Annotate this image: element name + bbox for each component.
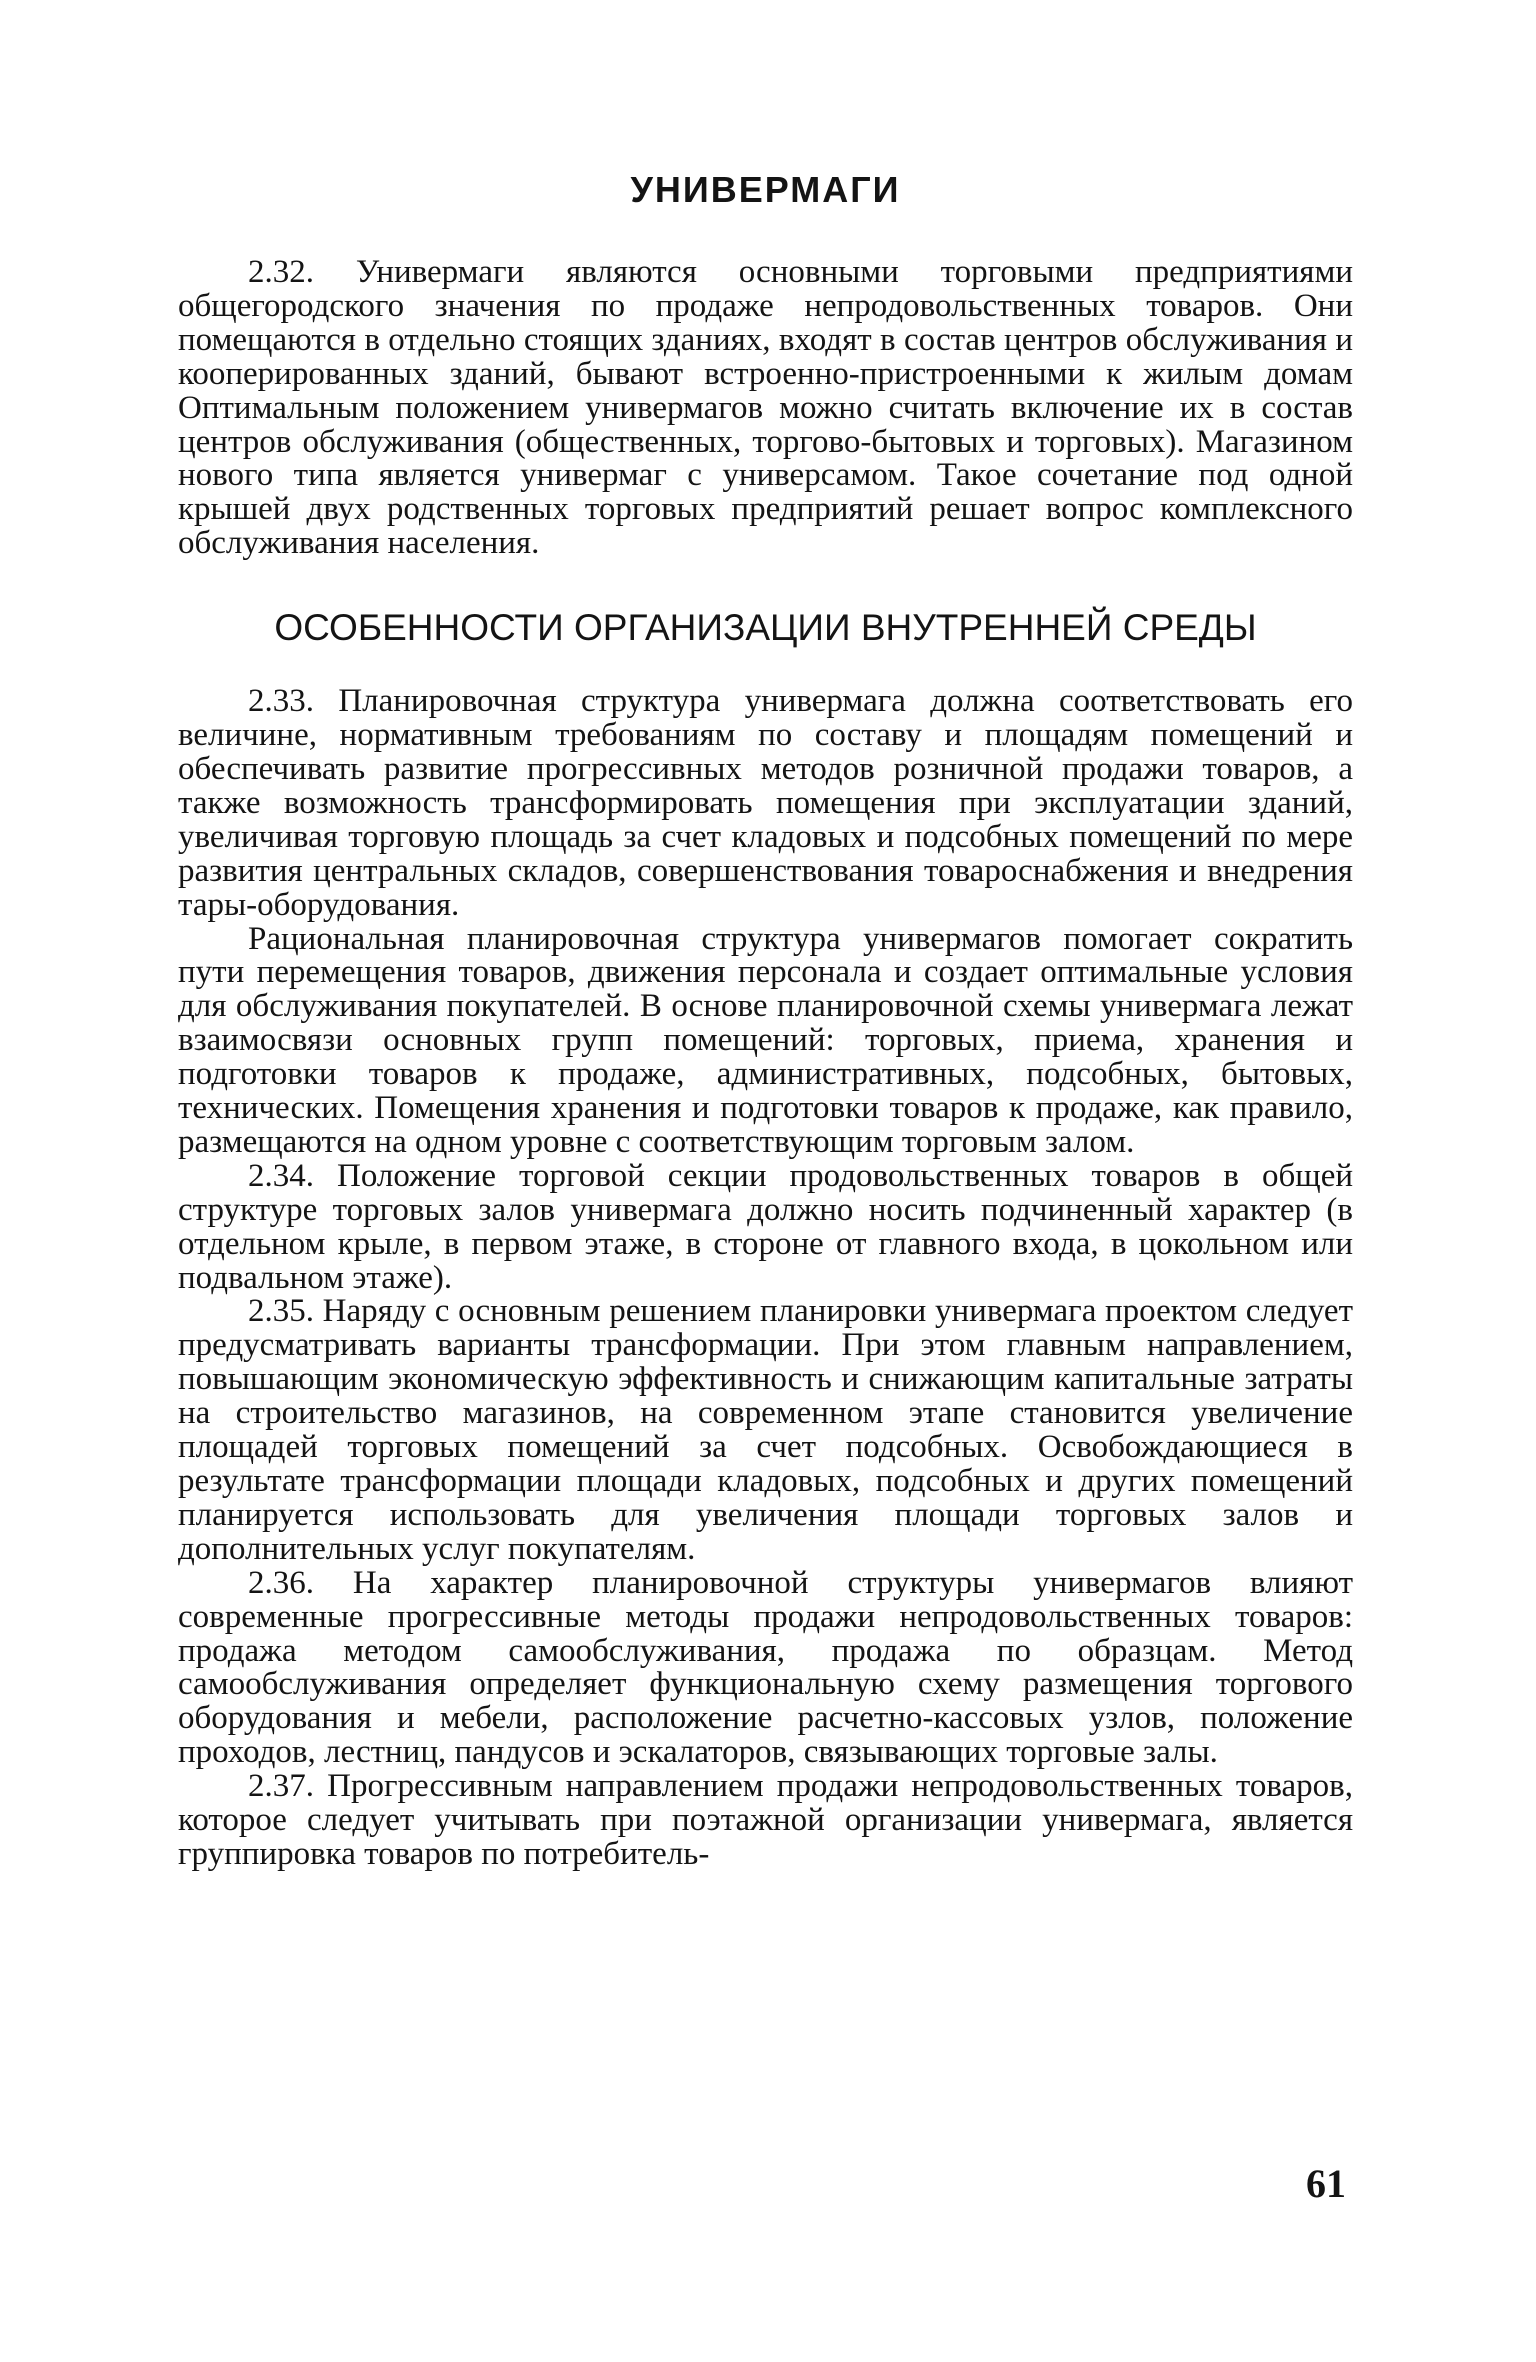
paragraph-2-33: 2.33. Планировочная структура универмага должна соответствовать его величине, нормативным требованиям по составу и площадям помещений и обеспечивать развитие прогрессивных методов розничной продажи товаров, а также возможность трансформировать помещения при эксплуатации зданий, увеличивая торговую площадь за счет кладовых и подсобных помещений по мере развития центральных складов, совершенствования товароснабжения и внедрения тары-оборудования. bbox=[178, 683, 1353, 923]
paragraph-2-37: 2.37. Прогрессивным направлением продажи непродовольственных товаров, которое следует учитывать при поэтажной организации универмага, является группировка товаров по потребитель- bbox=[178, 1768, 1353, 1872]
paragraph-2-36: 2.36. На характер планировочной структуры универмагов влияют современные прогрессивные методы продажи непродовольственных товаров: продажа методом самообслуживания, продажа по образцам. Метод самообслуживания определяет функциональную схему размещения торгового оборудования и мебели, расположение расчетно-кассовых узлов, положение проходов, лестниц, пандусов и эскалаторов, связывающих торговые залы. bbox=[178, 1564, 1353, 1771]
page-body bbox=[178, 150, 1353, 1872]
section-title: ОСОБЕННОСТИ ОРГАНИЗАЦИИ ВНУТРЕННЕЙ СРЕДЫ bbox=[274, 607, 1257, 649]
paragraph-2-35: 2.35. Наряду с основным решением планировки универмага проектом следует предусматривать варианты трансформации. При этом главным направлением, повышающим экономическую эффективность и снижающим капитальные затраты на строительство магазинов, на современном этапе становится увеличение площадей торговых помещений за счет подсобных. Освобождающиеся в результате трансформации площади кладовых, подсобных и других помещений планируется использовать для увеличения площади торговых залов и дополнительных услуг покупателям. bbox=[178, 1293, 1353, 1567]
chapter-title: УНИВЕРМАГИ bbox=[630, 169, 901, 210]
paragraph-2-34: 2.34. Положение торговой секции продовольственных товаров в общей структуре торговых залов универмага должно носить подчиненный характер (в отдельном крыле, в первом этаже, в стороне от главного входа, в цокольном или подвальном этаже). bbox=[178, 1157, 1353, 1296]
paragraph-2-32: 2.32. Универмаги являются основными торговыми предприятиями общегородского значения по продаже непродовольственных товаров. Они помещаются в отдельно стоящих зданиях, входят в состав центров обслуживания и кооперированных зданий, бывают встроенно-пристроенными к жилым домам Оптимальным положением универмагов можно считать включение их в состав центров обслуживания (общественных, торгово-бытовых и торговых). Магазином нового типа является универмаг с универсамом. Такое сочетание под одной крышей двух родственных торговых предприятий решает вопрос комплексного обслуживания населения. bbox=[178, 254, 1353, 562]
paragraph-rational-structure: Рациональная планировочная структура универмагов помогает сократить пути перемещения товаров, движения персонала и создает оптимальные условия для обслуживания покупателей. В основе планировочной схемы универмага лежат взаимосвязи основных групп помещений: торговых, приема, хранения и подготовки товаров к продаже, административных, подсобных, бытовых, технических. Помещения хранения и подготовки товаров к продаже, как правило, размещаются на одном уровне с соответствующим торговым залом. bbox=[178, 920, 1353, 1160]
page-number: 61 bbox=[1306, 2161, 1346, 2206]
